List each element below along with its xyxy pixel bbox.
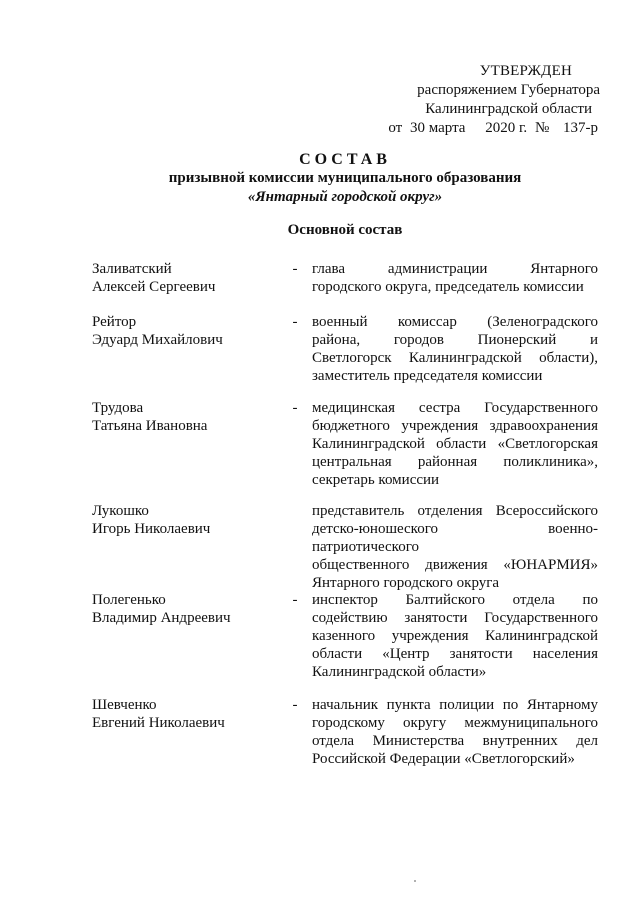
- member-role-line: казенного учреждения Калининградской: [312, 628, 598, 644]
- member-role-line: отдела Министерства внутренних дел: [312, 733, 598, 749]
- member-name: [92, 313, 282, 349]
- member-role-line: глава администрации Янтарного: [312, 261, 598, 277]
- number-value: 137-р: [563, 120, 598, 136]
- member-surname: Полегенько: [92, 592, 166, 608]
- member-role-line: Светлогорск Калининградской области),: [312, 350, 598, 366]
- member-role-line: Российской Федерации «Светлогорский»: [312, 751, 575, 767]
- member-role-line: начальник пункта полиции по Янтарному: [312, 697, 598, 713]
- date-day-month: 30 марта: [409, 120, 466, 136]
- member-given-name: Владимир Андреевич: [92, 610, 231, 626]
- member-name: [92, 399, 282, 435]
- member-role: [312, 399, 598, 489]
- member-role-line: общественного движения «ЮНАРМИЯ»: [312, 557, 598, 573]
- member-surname: Рейтор: [92, 314, 137, 330]
- member-role-line: военный комиссар (Зеленоградского: [312, 314, 598, 330]
- member-name: [92, 591, 282, 627]
- heading-line-2: «Янтарный городской округ»: [247, 189, 443, 205]
- member-surname: Шевченко: [92, 697, 157, 713]
- member-dash: -: [292, 400, 298, 416]
- member-role-line: заместитель председателя комиссии: [312, 368, 543, 384]
- member-role-line: Калининградской области «Светлогорская: [312, 436, 598, 452]
- member-role-line: содействию занятости Государственного: [312, 610, 598, 626]
- heading-title: СОСТАВ: [299, 151, 391, 168]
- member-given-name: Игорь Николаевич: [92, 521, 211, 537]
- member-role-line: городскому округу межмуниципального: [312, 715, 598, 731]
- member-role-line: инспектор Балтийского отдела по: [312, 592, 598, 608]
- heading-line-1: призывной комиссии муниципального образования: [168, 170, 522, 186]
- approval-line-1: распоряжением Губернатора: [417, 82, 600, 98]
- approval-line-2: Калининградской области: [425, 101, 592, 117]
- member-dash: -: [292, 697, 298, 713]
- member-role-line: района, городов Пионерский и: [312, 332, 598, 348]
- member-role-line: Калининградской области»: [312, 664, 487, 680]
- approval-date-line: [360, 119, 600, 138]
- member-role: [312, 696, 598, 768]
- member-dash: -: [292, 261, 298, 277]
- member-role-line: бюджетного учреждения здравоохранения: [312, 418, 598, 434]
- member-surname: Трудова: [92, 400, 144, 416]
- member-role: [312, 313, 598, 385]
- member-name: [92, 260, 282, 296]
- member-role-line: детско-юношеского военно-патриотического: [312, 521, 598, 555]
- member-given-name: Алексей Сергеевич: [92, 279, 216, 295]
- approval-title: УТВЕРЖДЕН: [479, 63, 572, 79]
- member-dash: -: [292, 592, 298, 608]
- member-role-line: медицинская сестра Государственного: [312, 400, 598, 416]
- member-surname: Заливатский: [92, 261, 172, 277]
- document-heading: [90, 150, 600, 207]
- member-role-line: Янтарного городского округа: [312, 575, 500, 591]
- date-year: 2020 г.: [485, 120, 528, 136]
- member-role-line: городского округа, председатель комиссии: [312, 279, 584, 295]
- member-role-line: центральная районная поликлиника»,: [312, 454, 598, 470]
- member-role: [312, 591, 598, 681]
- approval-stamp: [360, 62, 600, 138]
- member-dash: -: [292, 314, 298, 330]
- member-given-name: Эдуард Михайлович: [92, 332, 223, 348]
- scan-dot: [414, 880, 416, 882]
- member-name: [92, 696, 282, 732]
- section-title: Основной состав: [287, 222, 403, 238]
- member-given-name: Евгений Николаевич: [92, 715, 225, 731]
- member-role-line: области «Центр занятости населения: [312, 646, 598, 662]
- number-label: №: [534, 120, 550, 136]
- member-role: [312, 502, 598, 592]
- member-role-line: секретарь комиссии: [312, 472, 440, 488]
- member-name: [92, 502, 282, 538]
- member-role-line: представитель отделения Всероссийского: [312, 503, 598, 519]
- member-role: [312, 260, 598, 296]
- date-prefix: от: [388, 120, 403, 136]
- member-surname: Лукошко: [92, 503, 149, 519]
- member-given-name: Татьяна Ивановна: [92, 418, 208, 434]
